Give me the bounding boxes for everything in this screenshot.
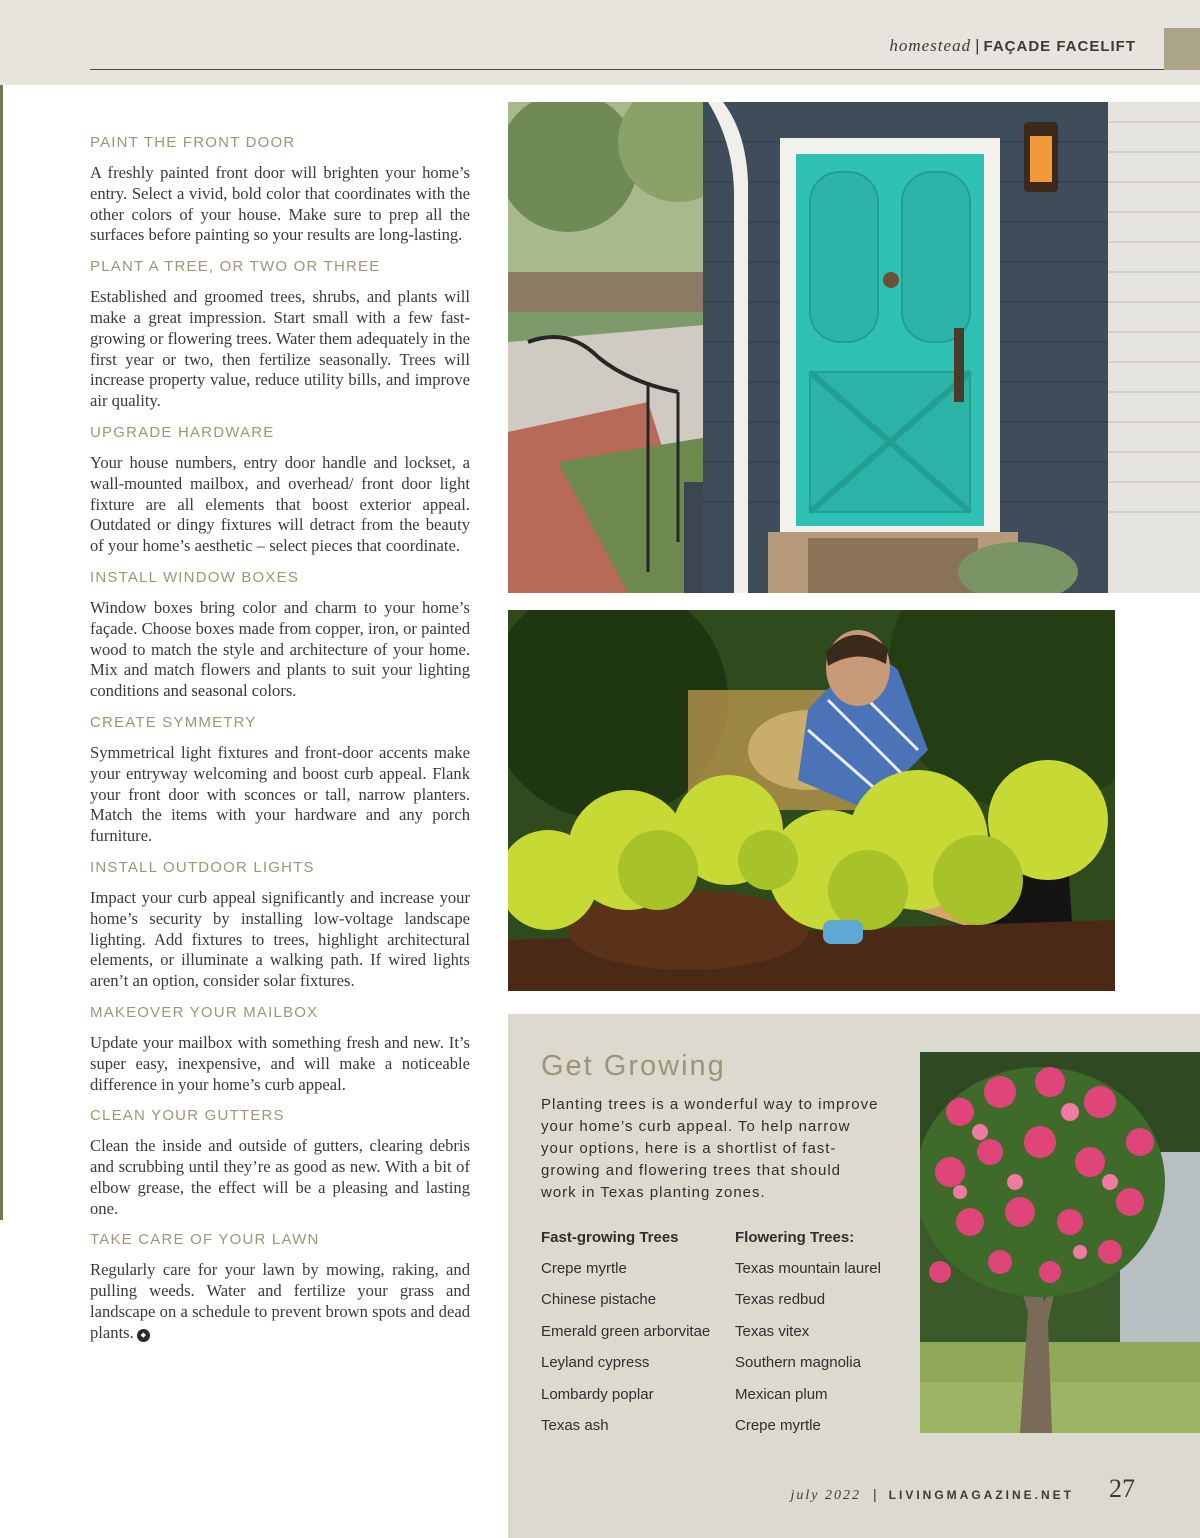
footer-separator: | bbox=[873, 1486, 877, 1502]
section-body: Your house numbers, entry door handle and lockset, a wall-mounted mailbox, and overhead/ front door light fixture are all elements that boost exterior appeal. Outdated or dingy fixtures will detract from the beauty of your home’s aesthetic – select pieces that coordinate. bbox=[90, 452, 470, 556]
header-section: homestead bbox=[889, 36, 972, 55]
section-heading: UPGRADE HARDWARE bbox=[90, 423, 275, 441]
gardening-photo bbox=[508, 610, 1115, 991]
list-item: Crepe myrtle bbox=[541, 1260, 627, 1277]
flowering-list bbox=[735, 1228, 881, 1447]
sidebar-title: Get Growing bbox=[541, 1050, 726, 1082]
section-body: Window boxes bring color and charm to your home’s façade. Choose boxes made from copper, iron, or painted wood to match the style and architecture of your home. Mix and match flowers and plants to suit your lighting conditions and seasonal colors. bbox=[90, 597, 470, 701]
page-footer bbox=[791, 1486, 1074, 1504]
list-item: Texas redbud bbox=[735, 1291, 826, 1309]
list-item: Leyland cypress bbox=[541, 1354, 650, 1372]
list-item: Texas mountain laurel bbox=[735, 1260, 881, 1277]
list-item: Texas ash bbox=[541, 1416, 609, 1434]
sidebar-intro: Planting trees is a wonderful way to improve your home’s curb appeal. To help narrow your options, here is a shortlist of fast-growing and flowering trees that should work in Texas planting zones. bbox=[541, 1096, 879, 1201]
list-item: Mexican plum bbox=[735, 1385, 828, 1403]
list-item: Emerald green arborvitae bbox=[541, 1322, 711, 1340]
header-rule bbox=[90, 69, 1165, 70]
section-body-last bbox=[90, 1260, 470, 1343]
section-body: Established and groomed trees, shrubs, and plants will make a great impression. Start small with a few fast-growing or flowering trees. Water them adequately in the first year or two, then fertilize seasonally. Trees will increase property value, reduce utility bills, and improve air quality. bbox=[90, 287, 470, 411]
section-body: Update your mailbox with something fresh and new. It’s super easy, inexpensive, and will make a noticeable difference in your home’s curb appeal. bbox=[90, 1032, 470, 1094]
article-column bbox=[90, 134, 470, 1356]
section-heading: CLEAN YOUR GUTTERS bbox=[90, 1107, 285, 1125]
section-heading: TAKE CARE OF YOUR LAWN bbox=[90, 1231, 320, 1249]
fast-growing-list bbox=[541, 1228, 710, 1447]
section-heading: PAINT THE FRONT DOOR bbox=[90, 134, 296, 151]
list-item: Crepe myrtle bbox=[735, 1416, 821, 1434]
section-heading: INSTALL WINDOW BOXES bbox=[90, 568, 300, 586]
section-heading: CREATE SYMMETRY bbox=[90, 713, 257, 731]
front-door-photo bbox=[508, 102, 1200, 593]
section-heading: MAKEOVER YOUR MAILBOX bbox=[90, 1003, 319, 1021]
fast-growing-heading: Fast-growing Trees bbox=[541, 1229, 679, 1246]
running-header bbox=[889, 36, 1136, 56]
list-item: Southern magnolia bbox=[735, 1354, 861, 1372]
left-edge-rule bbox=[0, 85, 3, 1220]
section-body: Clean the inside and outside of gutters, clearing debris and scrubbing until they’re as good as new. With a bit of elbow grease, the effect will be a pleasing and lasting one. bbox=[90, 1136, 470, 1218]
list-item: Texas vitex bbox=[735, 1322, 810, 1340]
list-item: Chinese pistache bbox=[541, 1291, 657, 1309]
page-number: 27 bbox=[1109, 1474, 1135, 1503]
header-topic: FAÇADE FACELIFT bbox=[983, 38, 1136, 55]
crepe-myrtle-photo bbox=[920, 1052, 1200, 1433]
section-tab bbox=[1164, 28, 1200, 70]
section-body: A freshly painted front door will brighten your home’s entry. Select a vivid, bold color that coordinates with the other colors of your house. Make sure to prep all the surfaces before painting so your results are long-lasting. bbox=[90, 163, 470, 245]
section-body: Symmetrical light fixtures and front-door accents make your entryway welcoming and boost curb appeal. Flank your front door with sconces or tall, narrow planters. Match the items with your hardware and any porch furniture. bbox=[90, 742, 470, 846]
section-body: Impact your curb appeal significantly and increase your home’s security by installing low-voltage landscape lighting. Add fixtures to trees, highlight architectural elements, or illuminate a walking path. If wired lights aren’t an option, consider solar fixtures. bbox=[90, 887, 470, 991]
footer-issue: july 2022 bbox=[790, 1488, 862, 1503]
header-separator: | bbox=[975, 36, 980, 55]
flowering-heading: Flowering Trees: bbox=[735, 1229, 855, 1246]
end-mark-icon: ◆ bbox=[137, 1329, 150, 1342]
section-heading: INSTALL OUTDOOR LIGHTS bbox=[90, 858, 315, 876]
section-heading: PLANT A TREE, OR TWO OR THREE bbox=[90, 258, 381, 276]
list-item: Lombardy poplar bbox=[541, 1385, 654, 1403]
footer-website: LIVINGMAGAZINE.NET bbox=[888, 1488, 1074, 1502]
last-body-text: Regularly care for your lawn by mowing, raking, and pulling weeds. Water and fertilize your grass and landscape on a schedule to prevent brown spots and dead plants. bbox=[90, 1260, 470, 1342]
